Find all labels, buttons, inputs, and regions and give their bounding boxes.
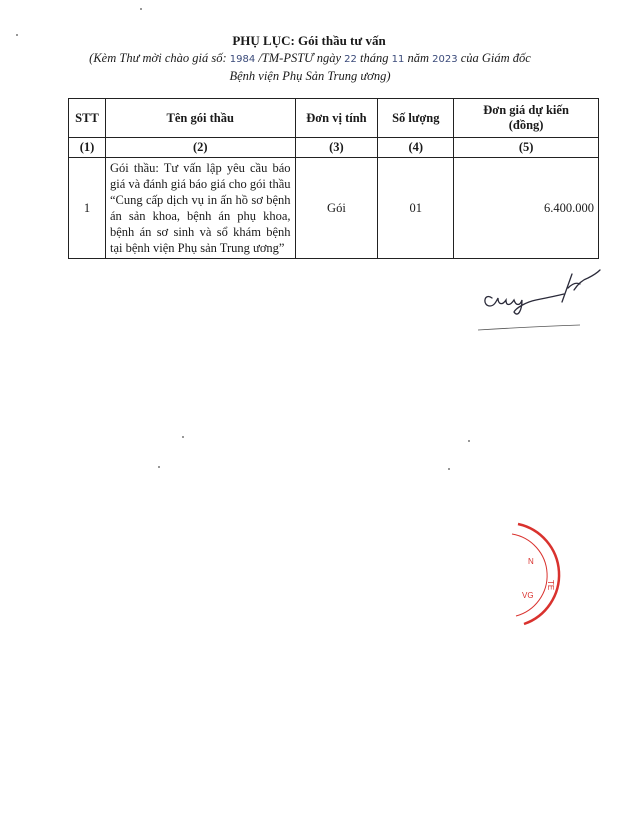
document-subtitle [60, 50, 560, 85]
column-number: (1) [69, 138, 106, 158]
scan-speck [468, 440, 470, 442]
document-title: PHỤ LỤC: Gói thầu tư vấn [232, 33, 386, 48]
header-unit: Đơn vị tính [295, 99, 378, 138]
handwritten-number: 1984 [229, 54, 256, 65]
column-number-row [69, 138, 599, 158]
stamp-icon [510, 520, 570, 630]
column-number: (5) [454, 138, 599, 158]
header-stt: STT [69, 99, 106, 138]
handwritten-day: 22 [344, 54, 357, 65]
column-number: (3) [295, 138, 378, 158]
scan-speck [140, 8, 142, 10]
column-number: (2) [105, 138, 295, 158]
subtitle-line2: Bệnh viện Phụ Sản Trung ương) [229, 69, 391, 83]
header-price-line2: (đồng) [508, 118, 544, 132]
subtitle-part2: /TM-PSTƯ ngày [255, 51, 345, 65]
signature-icon [470, 262, 610, 342]
stamp-letter: N [528, 557, 534, 566]
scan-speck [16, 34, 18, 36]
appendix-table [68, 98, 599, 259]
header-qty: Số lượng [378, 99, 454, 138]
cell-name: Gói thầu: Tư vấn lập yêu cầu báo giá và đánh giá báo giá cho gói thầu “Cung cấp dịch vụ in ấn hồ sơ bệnh án sản khoa, bệnh án phụ khoa, bệnh án sơ sinh và sổ khám bệnh tại bệnh viện Phụ sản Trung ương” [105, 158, 295, 259]
handwritten-month: 11 [391, 54, 405, 65]
header-name: Tên gói thầu [105, 99, 295, 138]
subtitle-part4: năm [404, 51, 433, 65]
cell-price: 6.400.000 [454, 158, 599, 259]
handwritten-year: 2023 [432, 54, 458, 65]
cell-unit: Gói [295, 158, 378, 259]
cell-qty: 01 [378, 158, 454, 259]
column-number: (4) [378, 138, 454, 158]
scan-speck [158, 466, 160, 468]
cell-stt: 1 [69, 158, 106, 259]
table-header-row [69, 99, 599, 138]
stamp-letter: VG [522, 591, 534, 600]
scan-speck [448, 468, 450, 470]
subtitle-part3: tháng [356, 51, 392, 65]
header-price-line1: Đơn giá dự kiến [483, 103, 569, 117]
subtitle-part1: (Kèm Thư mời chào giá số: [89, 51, 230, 65]
subtitle-part5: của Giám đốc [457, 51, 531, 65]
scan-speck [182, 436, 184, 438]
table-row [69, 158, 599, 259]
stamp-letter: TE [546, 580, 555, 591]
header-price [454, 99, 599, 138]
